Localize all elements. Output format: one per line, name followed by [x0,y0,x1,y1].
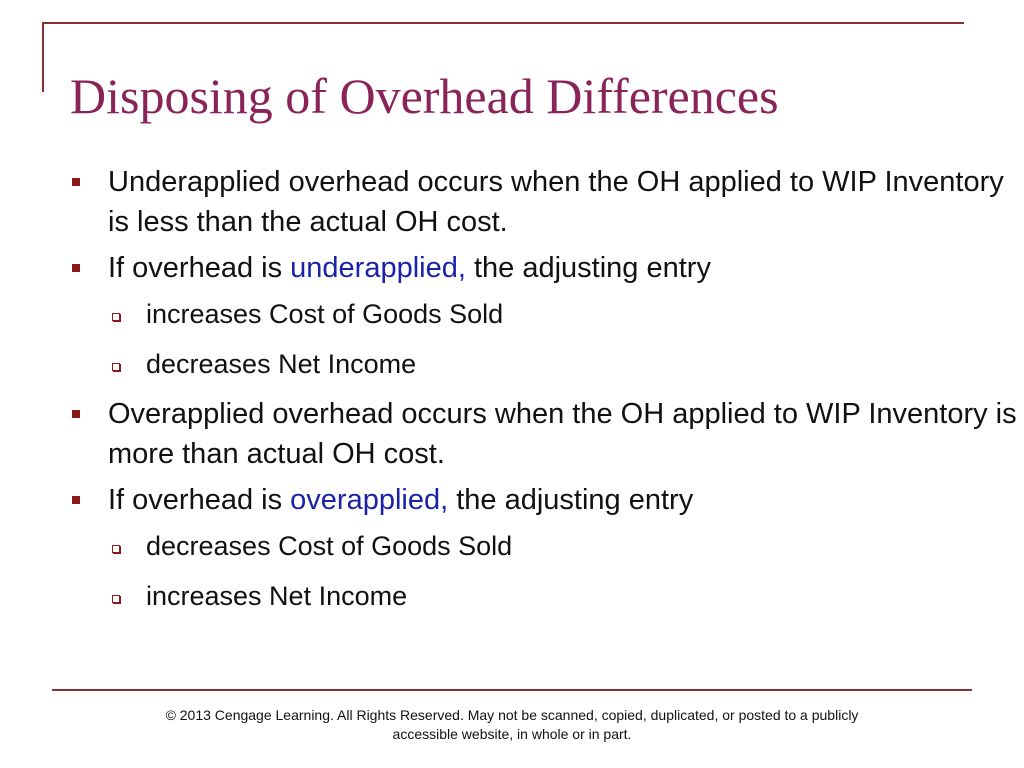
hollow-square-bullet-icon [112,313,120,321]
subbullet-decreases-cogs [72,526,1017,566]
copyright-footer [60,706,964,744]
top-frame-rule [42,22,964,24]
bullet-prefix: If overhead is [108,484,291,516]
subbullet-text: decreases Cost of Goods Sold [146,531,513,561]
square-bullet-icon [72,496,80,504]
bullet-overapplied-definition [72,394,1017,474]
hollow-square-bullet-icon [112,545,120,553]
hollow-square-bullet-icon [112,595,120,603]
subbullet-text: increases Cost of Goods Sold [146,299,504,329]
subbullet-text: increases Net Income [146,581,408,611]
bullet-suffix: the adjusting entry [448,484,694,516]
subbullet-decreases-net-income [72,344,1017,384]
bullet-underapplied-entry [72,248,1017,288]
subbullet-text: decreases Net Income [146,349,417,379]
slide-body [72,162,1017,626]
bullet-overapplied-entry [72,480,1017,520]
subbullet-increases-net-income [72,576,1017,616]
footer-line-2: accessible website, in whole or in part. [392,726,632,742]
highlight-overapplied: overapplied, [290,484,449,516]
bullet-underapplied-definition [72,162,1017,242]
slide-title: Disposing of Overhead Differences [70,68,779,124]
footer-rule [52,689,972,691]
square-bullet-icon [72,264,80,272]
bullet-text: Overapplied overhead occurs when the OH applied to WIP Inventory is more than actual OH cost. [108,398,1017,470]
bullet-text: Underapplied overhead occurs when the OH applied to WIP Inventory is less than the actual OH cost. [108,166,1004,238]
bullet-suffix: the adjusting entry [465,252,711,284]
bullet-prefix: If overhead is [108,252,291,284]
highlight-underapplied: underapplied, [290,252,466,284]
square-bullet-icon [72,410,80,418]
square-bullet-icon [72,178,80,186]
left-frame-rule [42,22,44,92]
subbullet-increases-cogs [72,294,1017,334]
footer-line-1: © 2013 Cengage Learning. All Rights Reserved. May not be scanned, copied, duplicated, or posted to a publicly [165,707,859,723]
hollow-square-bullet-icon [112,363,120,371]
